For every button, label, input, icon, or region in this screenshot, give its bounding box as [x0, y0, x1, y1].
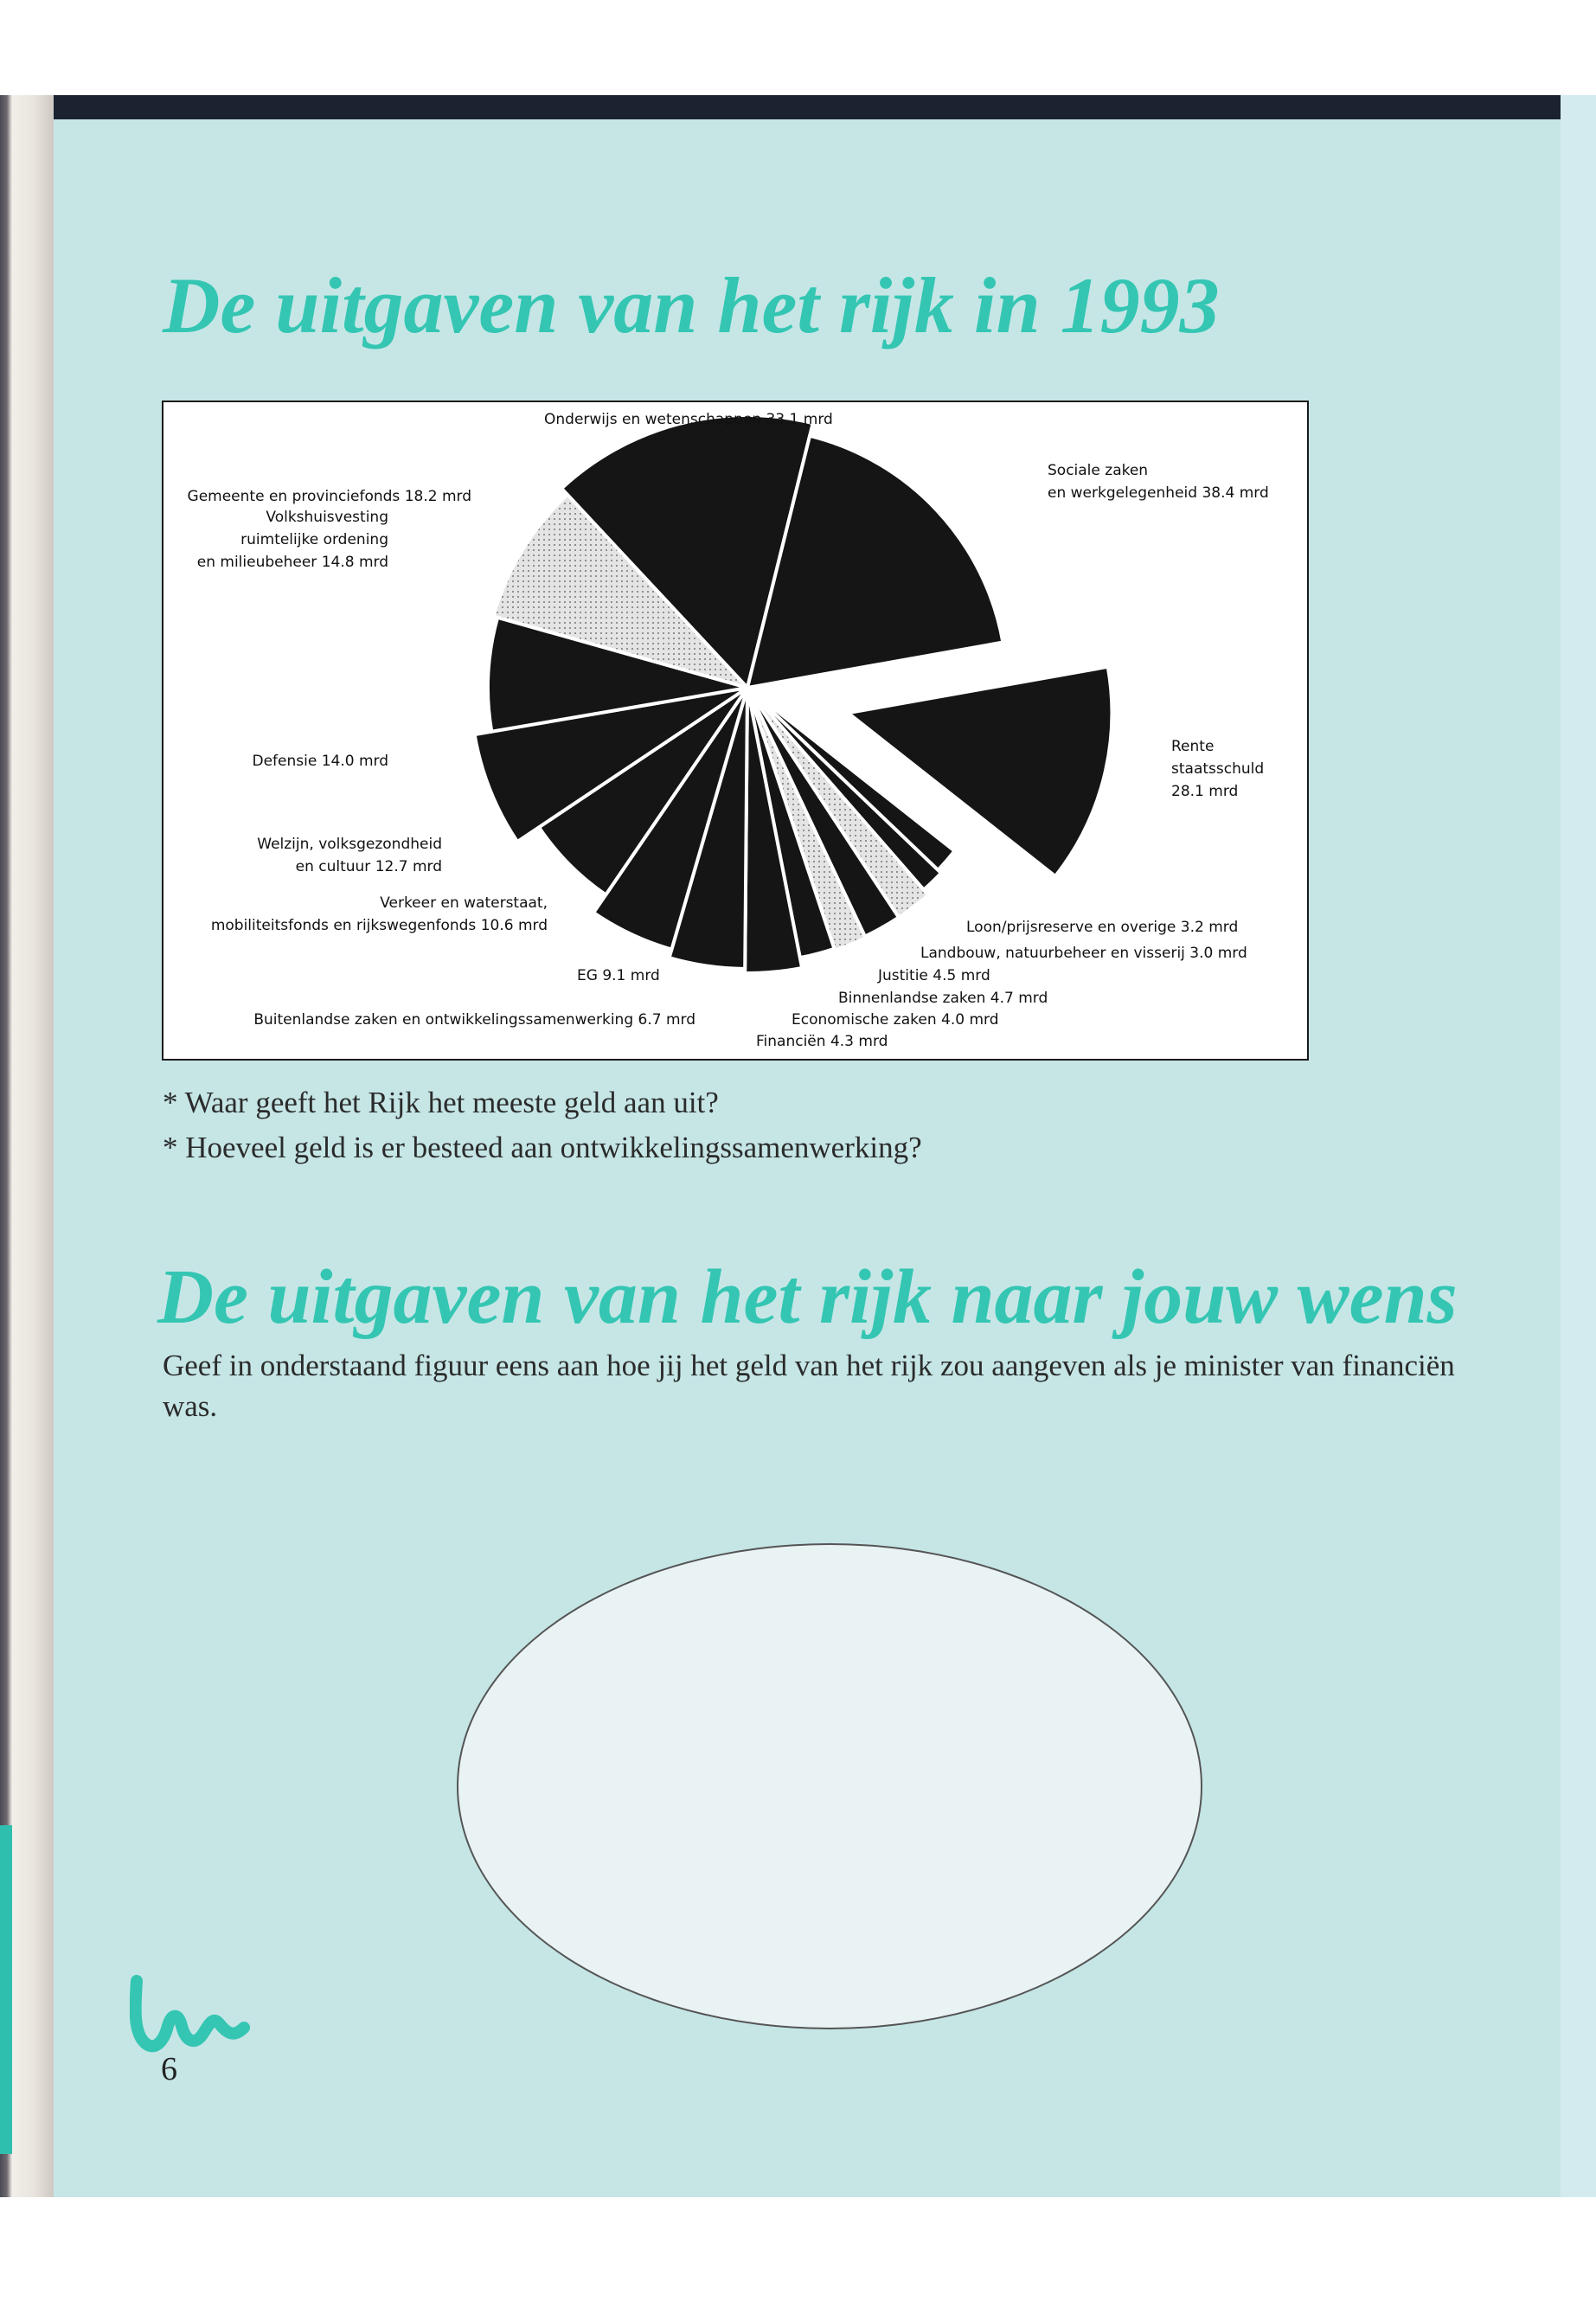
slice-label: Landbouw, natuurbeheer en visserij 3.0 mrd	[920, 945, 1247, 962]
slice-label: Verkeer en waterstaat,	[380, 894, 548, 912]
slice-label: en cultuur 12.7 mrd	[295, 858, 442, 875]
slice-label: Defensie 14.0 mrd	[252, 753, 388, 770]
slice-label: Welzijn, volksgezondheid	[257, 836, 442, 853]
slice-label: Loon/prijsreserve en overige 3.2 mrd	[966, 919, 1239, 936]
slice-label: Onderwijs en wetenschappen 33.1 mrd	[544, 411, 833, 428]
slice-label: en werkgelegenheid 38.4 mrd	[1048, 484, 1269, 502]
question-2: * Hoeveel geld is er besteed aan ontwikkelingssamenwerking?	[163, 1131, 922, 1164]
slice-label: EG 9.1 mrd	[577, 967, 660, 984]
slice-label: Volkshuisvesting	[266, 509, 388, 526]
spine-teal-marker	[0, 1825, 12, 2154]
blank-pie-drawing-area[interactable]	[457, 1543, 1202, 2029]
slice-label: Buitenlandse zaken en ontwikkelingssamenwerking 6.7 mrd	[253, 1011, 695, 1029]
slice-label: 28.1 mrd	[1171, 783, 1239, 800]
slice-label: Rente	[1171, 738, 1215, 755]
facing-page-edge	[1561, 95, 1596, 2197]
slice-label: staatsschuld	[1171, 760, 1265, 778]
slice-label: Justitie 4.5 mrd	[878, 967, 990, 984]
slice-label: Sociale zaken	[1048, 462, 1149, 479]
slice-label: mobiliteitsfonds en rijkswegenfonds 10.6 mrd	[210, 917, 548, 934]
wave-logo-icon	[130, 1964, 260, 2059]
pie-chart	[163, 402, 1307, 1059]
question-1: * Waar geeft het Rijk het meeste geld aan uit?	[163, 1086, 719, 1119]
scan-top-edge	[0, 95, 1596, 119]
slice-label: Gemeente en provinciefonds 18.2 mrd	[187, 488, 471, 505]
slice-label: Economische zaken 4.0 mrd	[792, 1011, 999, 1029]
instruction-text: Geef in onderstaand figuur eens aan hoe jij het geld van het rijk zou aangeven als je minister van financiën was.	[163, 1349, 1455, 1423]
slice-label: en milieubeheer 14.8 mrd	[196, 554, 388, 571]
section-title: De uitgaven van het rijk naar jouw wens	[157, 1254, 1458, 1340]
slice-label: Binnenlandse zaken 4.7 mrd	[838, 990, 1048, 1007]
slice-label: ruimtelijke ordening	[240, 531, 388, 548]
slice-label: Financiën 4.3 mrd	[756, 1033, 888, 1050]
pie-chart-frame	[162, 401, 1309, 1061]
page-number: 6	[161, 2051, 177, 2087]
chart-title: De uitgaven van het rijk in 1993	[163, 261, 1220, 349]
